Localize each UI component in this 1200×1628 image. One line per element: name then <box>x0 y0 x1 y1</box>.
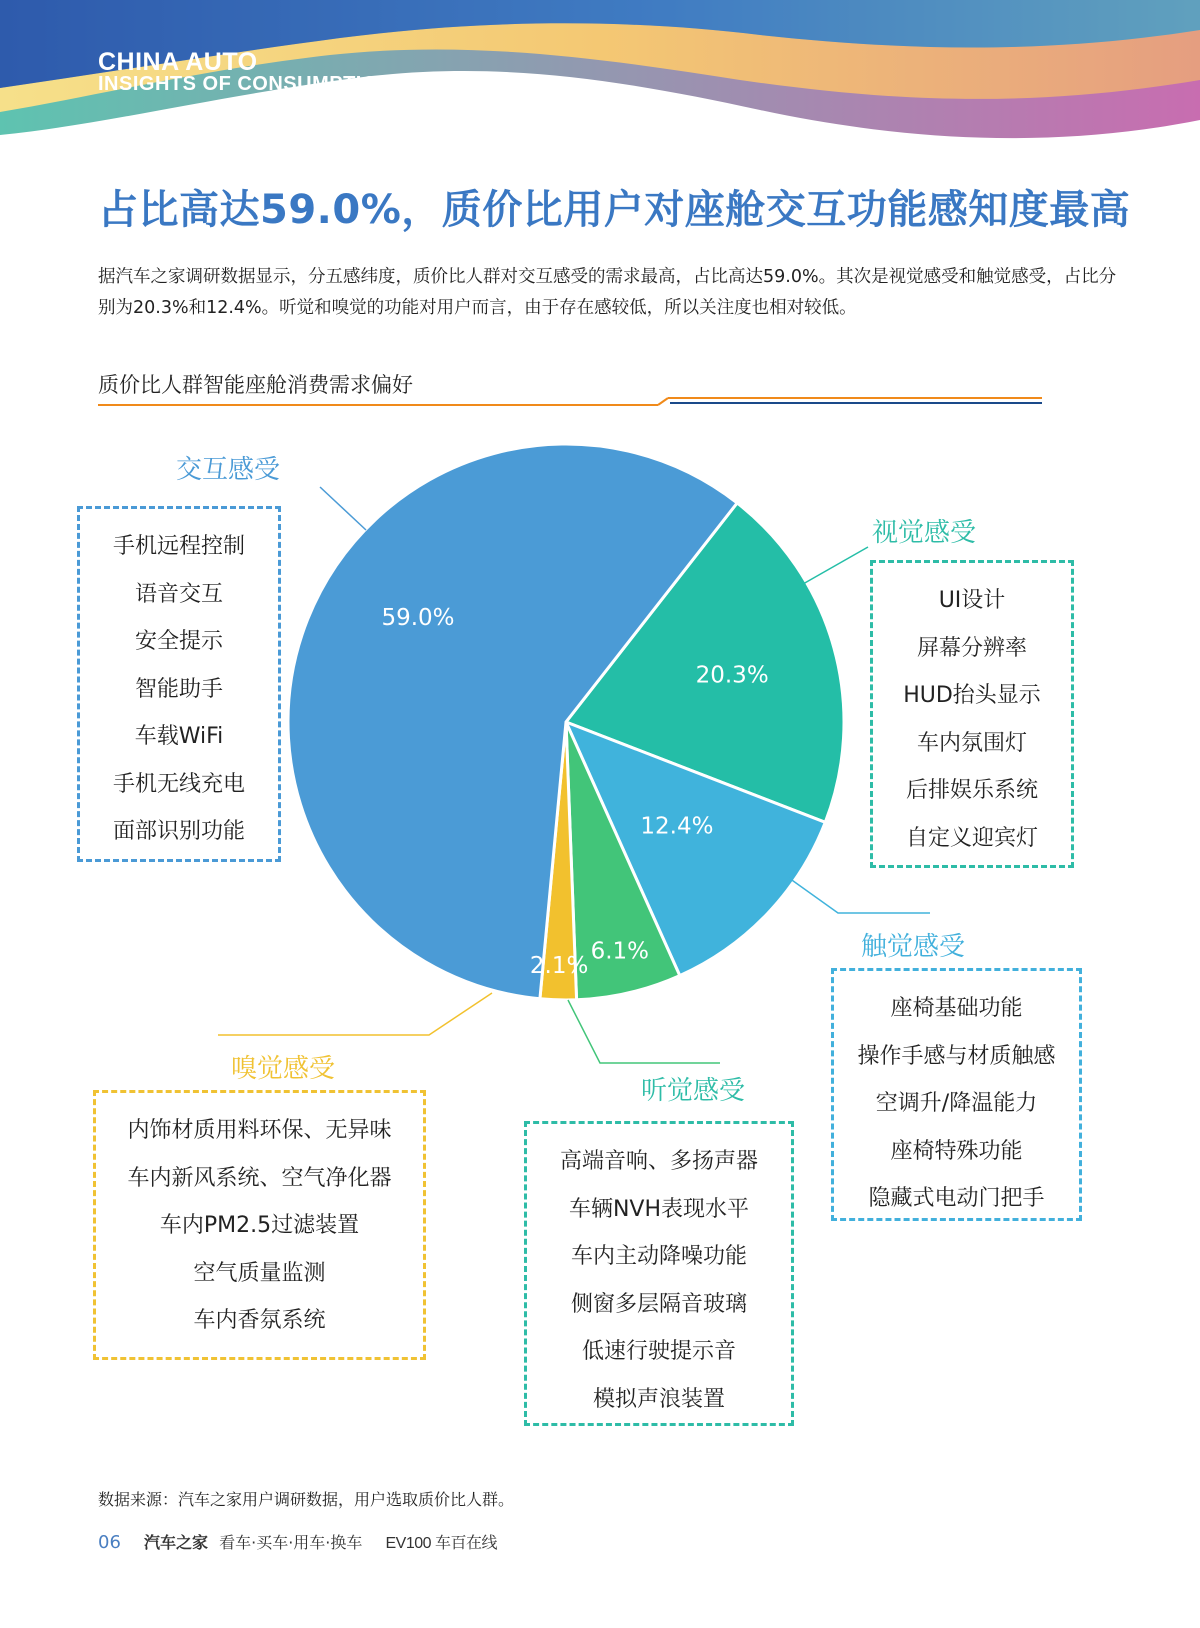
feature-box-smell <box>93 1090 426 1360</box>
category-label-touch: 触觉感受 <box>861 932 966 962</box>
leader-line-interaction <box>320 487 366 530</box>
feature-item: 车辆NVH表现水平 <box>568 1196 750 1222</box>
footer-slogan: 看车·买车·用车·换车 <box>219 1533 363 1552</box>
feature-item: 高端音响、多扬声器 <box>559 1149 758 1174</box>
leader-line-visual <box>803 547 868 584</box>
feature-item: 语音交互 <box>134 581 223 607</box>
page-number: 06 <box>98 1532 121 1553</box>
page-footer <box>98 1530 497 1553</box>
feature-item: 空气质量监测 <box>193 1260 326 1286</box>
feature-box-hearing <box>524 1121 794 1426</box>
feature-item: 车内新风系统、空气净化器 <box>127 1165 392 1191</box>
feature-item: 手机远程控制 <box>112 534 245 559</box>
feature-item: 车内氛围灯 <box>916 730 1027 756</box>
feature-item: 自定义迎宾灯 <box>905 825 1038 851</box>
brand-line-2: INSIGHTS OF CONSUMPTION <box>98 73 393 95</box>
feature-item: 后排娱乐系统 <box>905 778 1038 803</box>
pie-value-label-visual: 20.3% <box>695 662 769 689</box>
pie-value-label-touch: 12.4% <box>640 813 714 840</box>
feature-item: 隐藏式电动门把手 <box>868 1186 1045 1211</box>
section-title: 质价比人群智能座舱消费需求偏好 <box>98 373 413 397</box>
leader-line-smell <box>218 993 492 1035</box>
leader-line-touch <box>789 878 930 913</box>
feature-item: 座椅特殊功能 <box>890 1138 1023 1164</box>
data-source-note: 数据来源：汽车之家用户调研数据，用户选取质价比人群。 <box>98 1490 515 1509</box>
pie-value-label-smell: 2.1% <box>529 953 589 980</box>
footer-partner-logo: EV100 车百在线 <box>385 1535 497 1552</box>
feature-item: 车内PM2.5过滤装置 <box>159 1213 360 1238</box>
feature-item: 面部识别功能 <box>112 819 245 844</box>
pie-value-label-hearing: 6.1% <box>590 938 650 965</box>
feature-box-touch <box>831 968 1082 1221</box>
feature-item: 车内香氛系统 <box>193 1308 326 1333</box>
footer-brand: 汽车之家 <box>144 1533 209 1552</box>
feature-item: 车内主动降噪功能 <box>570 1244 747 1269</box>
category-label-hearing: 听觉感受 <box>641 1076 746 1106</box>
feature-item: 智能助手 <box>134 676 223 702</box>
category-label-visual: 视觉感受 <box>872 518 977 548</box>
feature-item: 座椅基础功能 <box>890 996 1023 1021</box>
feature-item: 手机无线充电 <box>112 771 245 797</box>
feature-item: HUD抬头显示 <box>903 683 1041 708</box>
category-label-smell: 嗅觉感受 <box>231 1054 336 1084</box>
feature-item: 侧窗多层隔音玻璃 <box>570 1291 747 1317</box>
category-label-interaction: 交互感受 <box>176 455 281 485</box>
pie-value-label-interaction: 59.0% <box>381 604 455 631</box>
leader-line-hearing <box>568 1000 720 1063</box>
feature-item: 模拟声浪装置 <box>592 1386 725 1412</box>
brand-line-1: CHINA AUTO <box>98 48 258 76</box>
feature-item: 内饰材质用料环保、无异味 <box>127 1118 392 1143</box>
description-paragraph: 据汽车之家调研数据显示，分五感纬度，质价比人群对交互感受的需求最高，占比高达59.0%。其次是视觉感受和触觉感受，占比分别为20.3%和12.4%。听觉和嗅觉的功能对用户而言，由于存在感较低，所以关注度也相对较低。 <box>98 267 1117 318</box>
feature-item: 操作手感与材质触感 <box>857 1043 1056 1069</box>
feature-item: 低速行驶提示音 <box>581 1339 736 1364</box>
feature-item: 车载WiFi <box>134 724 224 749</box>
feature-item: 安全提示 <box>134 629 223 654</box>
feature-box-visual <box>870 560 1074 868</box>
feature-item: UI设计 <box>938 588 1006 613</box>
feature-box-interaction <box>77 506 281 862</box>
feature-item: 空调升/降温能力 <box>875 1091 1038 1116</box>
page-title: 占比高达59.0%，质价比用户对座舱交互功能感知度最高 <box>98 187 1131 233</box>
feature-item: 屏幕分辨率 <box>916 635 1027 661</box>
